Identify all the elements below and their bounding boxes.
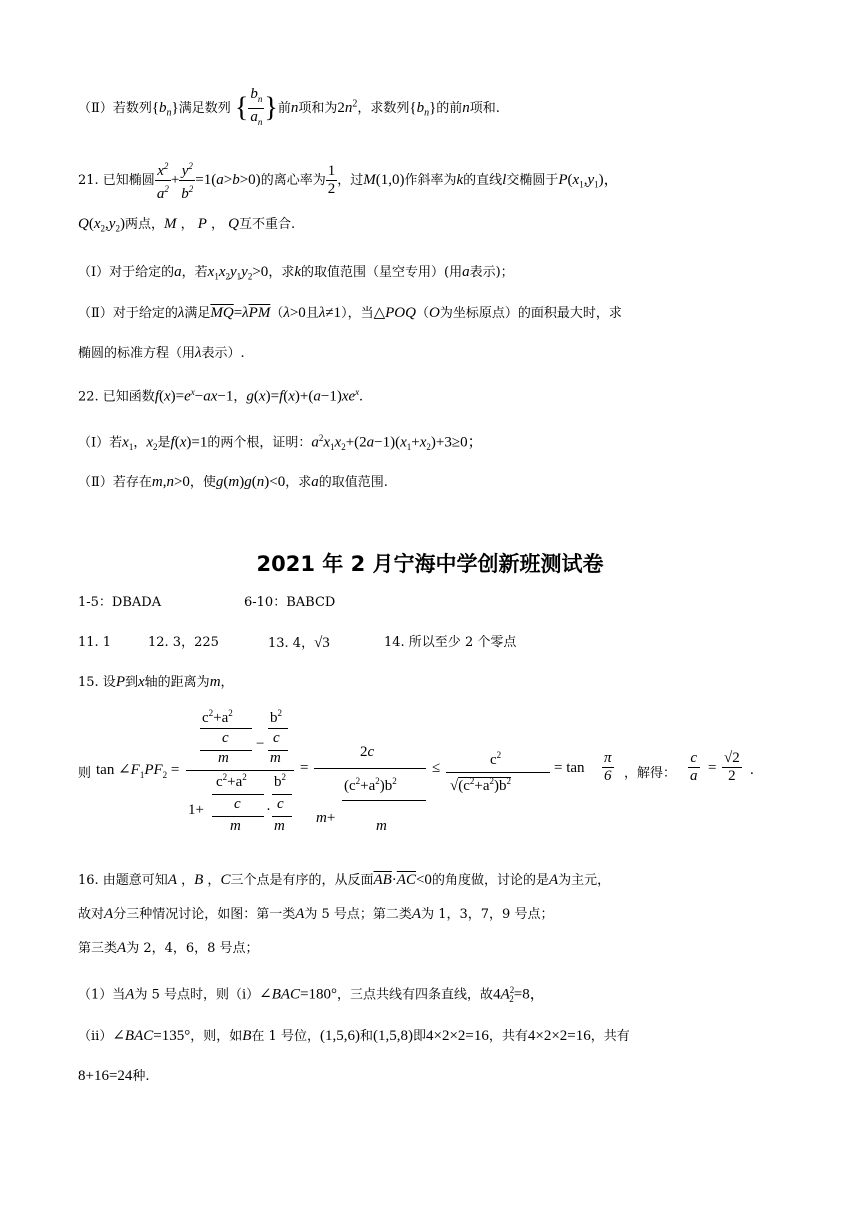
text: 的取值范围（星空专用）(用 — [301, 265, 463, 280]
text: （Ⅱ）对于给定的 — [78, 306, 178, 321]
text: （Ⅰ）若 — [78, 435, 123, 451]
text: 到 — [124, 675, 138, 690]
answer-16-case2: （ii）∠BAC=135°，则，如B在 1 号位，(1,5,6)和(1,5,8)即4×2×2=16，共有4×2×2=16，共有 — [78, 1028, 630, 1044]
text: 为坐标原点）的面积最大时，求 — [439, 306, 622, 321]
fraction-3: $c^2$ $√(c^2+a^2)b^2$ — [446, 750, 550, 814]
text: 的角度做，讨论的是 — [431, 873, 549, 888]
then-label: 则 — [78, 766, 92, 781]
text: 椭圆的标准方程（用 — [78, 346, 196, 361]
answer-16-total: 8+16=24种. — [78, 1068, 150, 1084]
text: 和 — [359, 1029, 373, 1044]
q21-part2: （Ⅱ）对于给定的λ满足$\overline{MQ}=\lambda\overline{PM}(\lambda>0$且λ≠1），当△POQ（O为坐标原点）的面积最大时，求 — [78, 305, 622, 321]
text: 即 — [412, 1029, 426, 1044]
text: 分三种情况讨论，如图：第一类 — [113, 907, 296, 922]
text: 15. 设 — [78, 675, 116, 690]
text: 表示)； — [469, 265, 514, 280]
fraction-pi-6: $\frac{\pi}{6}$ — [604, 750, 612, 784]
fraction: $\frac{b_n}{a_n}$ — [250, 86, 263, 127]
text: 在 1 号位， — [251, 1029, 320, 1044]
answer-16-case1: （1）当A为 5 号点时，则（i）∠BAC=180°，三点共线有四条直线，故$4A^2_2=8$， — [78, 985, 545, 1004]
answer-16-l3: 第三类A为 2，4，6，8 号点； — [78, 940, 259, 956]
text: 两点， — [124, 217, 164, 232]
text: ，则，如 — [190, 1029, 243, 1044]
text: ， — [133, 435, 147, 451]
text: （Ⅰ）对于给定的 — [78, 265, 175, 280]
solve-label: ，解得： — [624, 766, 677, 781]
text: ，求 — [268, 265, 295, 280]
text: 13. 4， — [268, 636, 315, 651]
answer-12: 12. 3，225 — [148, 635, 219, 650]
answer-16-l2: 故对A分三种情况讨论，如图：第一类A为 5 号点；第二类A为 1，3，7，9 号点； — [78, 906, 554, 922]
q20-part2: （Ⅱ）若数列$\{b_n\}$满足数列 { $\frac{b_n}{a_n}$ }前n项和为$2n^2$，求数列$\{b_n\}$的前n项和. — [78, 86, 500, 131]
text: ， — [233, 389, 247, 405]
text: （Ⅱ）若数列 — [78, 101, 152, 116]
section-title: 2021 年 2 月宁海中学创新班测试卷 — [256, 552, 604, 576]
tan-formula: 则 $\tan \angle F_1PF_2$ = $c^2+a^2$ c m − $b^2$ c m $c^2+a^2$ $b^2$ 1+ c m · c m = 2c $(c^2+a^2)b^2$ m+ m ≤ $c^2$ $√(c^2+a^2)b^2$ = tan $\frac{\pi}{6}$ ，解得： $\frac{c}{a}$ = $\frac{√2}{2}$ . — [78, 706, 778, 846]
text: 且 — [305, 306, 319, 321]
text: 的取值范围. — [318, 475, 388, 490]
text: 为 2，4，6，8 号点； — [126, 941, 259, 956]
text: 轴的距离为 — [144, 675, 210, 690]
text: （1）当 — [78, 987, 126, 1003]
text: ，三点共线有四条直线，故 — [337, 987, 494, 1003]
answer-13: 13. 4，√3 — [268, 635, 330, 651]
text: 互不重合. — [239, 217, 296, 232]
text: （Ⅱ）若存在 — [78, 475, 152, 490]
text: ），当 — [341, 306, 374, 321]
text: 是 — [157, 435, 171, 451]
text: 种. — [132, 1069, 150, 1084]
answers-6-10: 6-10：BABCD — [244, 595, 336, 610]
text: 交椭圆于 — [506, 173, 559, 188]
text: 表示）. — [201, 346, 245, 361]
fraction-2: 2c $(c^2+a^2)b^2$ m+ m — [314, 742, 426, 842]
text: 满足数列 — [178, 101, 231, 116]
fraction-sqrt2-2: $\frac{√2}{2}$ — [724, 750, 740, 784]
text: （ — [415, 306, 429, 321]
text: ，过 — [337, 173, 364, 188]
fraction-c-a: $\frac{c}{a}$ — [690, 750, 698, 784]
q22-line1: 22. 已知函数$f(x)=e^x-ax-1$，$g(x)=f(x)+(a-1)xe^x$. — [78, 387, 363, 405]
text: 项和为 — [298, 101, 338, 116]
text: 16. 由题意可知 — [78, 873, 168, 888]
text: 前 — [277, 101, 291, 116]
text: 故对 — [78, 907, 105, 922]
text: ，求 — [285, 475, 312, 490]
text: 的直线 — [463, 173, 503, 188]
text: 为主元， — [558, 873, 611, 888]
answers-1-5: 1-5：DBADA — [78, 595, 162, 610]
text: （ — [270, 306, 284, 321]
answer-16-l1: 16. 由题意可知A ，B ，C三个点是有序的，从反面$\overline{AB}\cdot\overline{AC}<0$的角度做，讨论的是A为主元， — [78, 872, 611, 888]
q21-line2: $Q(x_2,y_2)$两点，M ， P ， Q互不重合. — [78, 216, 296, 234]
text: ，求数列 — [357, 101, 410, 116]
answer-14: 14. 所以至少 2 个零点 — [384, 635, 517, 650]
text: 三个点是有序的，从反面 — [230, 873, 374, 888]
answer-15-intro: 15. 设P到x轴的距离为m， — [78, 674, 234, 690]
text: ，若 — [181, 265, 208, 280]
text: 项和. — [469, 101, 500, 116]
q21-line1: 21. 已知椭圆 $\frac{x^2}{a^2}$ + $\frac{y^2}{b^2}$ =1(a>b>0)的离心率为 $\frac{1}{2}$ ，过M(1,0)作斜率为k的直线l交椭圆于$P(x_1,y_1)$， — [78, 158, 619, 203]
text: 的前 — [436, 101, 463, 116]
q21-part1: （Ⅰ）对于给定的a，若$x_1x_2y_1y_2>0$，求k的取值范围（星空专用）(用a表示)； — [78, 264, 514, 282]
text: 第三类 — [78, 941, 118, 956]
text: ， — [220, 675, 234, 690]
q22-part1: （Ⅰ）若$x_1$，$x_2$是f(x)=1的两个根，证明：$a^2x_1x_2+(2a-1)(x_1+x_2)+3\ge 0$； — [78, 433, 483, 452]
text: 为 5 号点时，则（i） — [134, 987, 260, 1003]
q22-part2: （Ⅱ）若存在m,n>0，使g(m)g(n)<0，求a的取值范围. — [78, 474, 388, 490]
text: （ii） — [78, 1029, 113, 1044]
text: 21. 已知椭圆 — [78, 173, 155, 188]
text: ，共有 — [590, 1029, 630, 1044]
q21-part2-cont: 椭圆的标准方程（用λ表示）. — [78, 345, 245, 361]
fraction-1: $c^2+a^2$ c m − $b^2$ c m $c^2+a^2$ $b^2$ 1+ c m · c m — [186, 706, 294, 836]
text: 为 5 号点；第二类 — [304, 907, 412, 922]
text: 的两个根，证明： — [207, 435, 312, 451]
text: 满足 — [184, 306, 211, 321]
text: 22. 已知函数 — [78, 389, 155, 405]
text: ，使 — [189, 475, 216, 490]
text: 的离心率为 — [260, 173, 326, 188]
answer-11: 11. 1 — [78, 635, 112, 650]
text: ，共有 — [488, 1029, 528, 1044]
text: 为 1，3，7，9 号点； — [421, 907, 554, 922]
text: 作斜率为 — [404, 173, 457, 188]
